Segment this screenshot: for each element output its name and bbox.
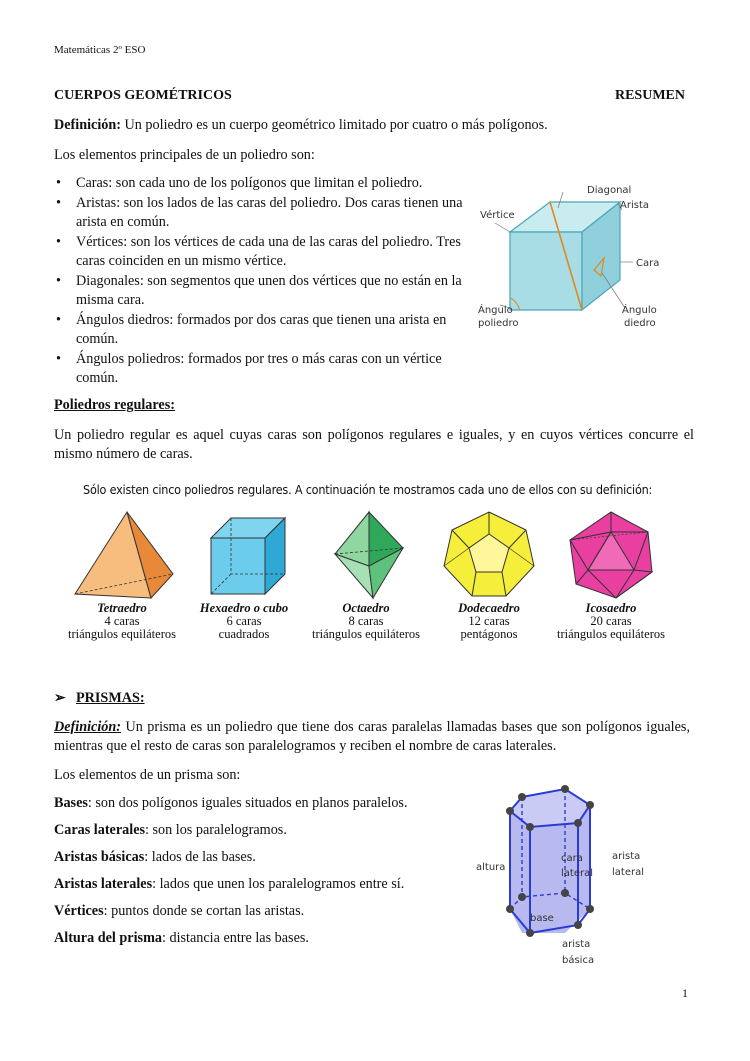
label-cara: cara [561,853,583,864]
solid-name: Dodecaedro [458,601,520,615]
definition-label: Definición: [54,117,121,133]
solid-count: 8 caras [348,614,384,628]
arrow-bullet-icon: ➢ [54,690,66,706]
solid-shape: triángulos equiláteros [312,627,420,641]
page-number: 1 [682,986,688,1000]
prism-elements-lead: Los elementos de un prisma son: [54,767,241,783]
definition-text: Un poliedro es un cuerpo geométrico limitado por cuatro o más polígonos. [121,117,548,133]
solid-name: Octaedro [342,601,390,615]
label-arista-lateral-2: lateral [612,867,644,878]
solid-shape: triángulos equiláteros [68,627,176,641]
solid-name: Tetraedro [97,601,147,615]
cube-elements-figure [470,180,690,340]
dodecahedron-icon [434,508,544,600]
solid-shape: pentágonos [460,627,518,641]
label-angulo-poliedro-2: poliedro [478,318,519,329]
solid-count: 4 caras [104,614,140,628]
solid-icosahedron [546,508,676,641]
bullet-icon: • [56,312,61,328]
prism-elements-figure [470,785,660,970]
bullet-icon: • [56,234,61,250]
label-arista-basica-2: básica [562,955,595,966]
course-header: Matemáticas 2º ESO [54,44,146,56]
solid-name: Hexaedro o cubo [199,601,289,615]
label-diagonal: Diagonal [587,185,632,196]
list-item: Altura del prisma: distancia entre las bases. [54,930,309,946]
list-item: • Aristas: son los lados de las caras del poliedro. Dos caras tienen una arista en común. [56,195,463,230]
list-item: • Diagonales: son segmentos que unen dos vértices que no están en la misma cara. [56,273,462,308]
label-cara: Cara [636,258,660,269]
solid-count: 12 caras [468,614,510,628]
regular-polyhedra-heading: Poliedros regulares: [54,397,175,413]
summary-label: RESUMEN [614,88,685,103]
regular-polyhedra-definition: Un poliedro regular es aquel cuyas caras son polígonos regulares e iguales, y en cuyos vértices concurre el mismo número de caras. [54,427,694,462]
prisms-heading: ➢ PRISMAS: [54,690,145,706]
list-item: Aristas básicas: lados de las bases. [54,849,256,865]
solid-shape: triángulos equiláteros [557,627,665,641]
label-angulo-diedro-2: diedro [624,318,656,329]
polyhedron-definition [54,116,694,135]
label-angulo-diedro-1: Ángulo [622,305,657,316]
list-item: • Ángulos poliedros: formados por tres o más caras con un vértice común. [56,351,442,386]
cube-icon [189,508,299,600]
solid-dodecahedron [424,508,554,641]
solid-name: Icosaedro [585,601,637,615]
elements-list [54,174,464,389]
elements-lead: Los elementos principales de un poliedro son: [54,147,315,163]
label-angulo-poliedro-1: Ángulo [478,305,513,316]
list-item: • Ángulos diedros: formados por dos caras que tienen una arista en común. [56,312,447,347]
solid-octahedron [301,508,431,641]
octahedron-icon [311,508,421,600]
solid-cube [179,508,309,641]
solid-count: 6 caras [226,614,262,628]
solid-tetrahedron [57,508,187,641]
tetrahedron-icon [67,508,177,600]
list-item: Caras laterales: son los paralelogramos. [54,822,287,838]
icosahedron-icon [556,508,666,600]
bullet-icon: • [56,351,61,367]
list-item: • Caras: son cada uno de los polígonos que limitan el poliedro. [56,175,423,191]
list-item: Bases: son dos polígonos iguales situados en planos paralelos. [54,795,408,811]
page-title: CUERPOS GEOMÉTRICOS [54,88,232,103]
five-solids-intro: Sólo existen cinco poliedros regulares. A continuación te mostramos cada uno de ellos con su definición: [83,482,653,497]
list-item: Vértices: puntos donde se cortan las aristas. [54,903,305,919]
solid-count: 20 caras [590,614,632,628]
bullet-icon: • [56,195,61,211]
label-arista-lateral-1: arista [612,851,641,862]
label-arista: Arista [620,200,649,211]
label-base: base [530,913,554,924]
label-altura: altura [476,862,506,873]
label-vertice: Vértice [480,210,515,221]
label-cara-lateral: lateral [561,868,593,879]
bullet-icon: • [56,273,61,289]
list-item: Aristas laterales: lados que unen los paralelogramos entre sí. [54,876,405,892]
solid-shape: cuadrados [218,627,270,641]
bullet-icon: • [56,175,61,191]
prism-definition: Definición: Un prisma es un poliedro que tiene dos caras paralelas llamadas bases que son polígonos iguales, mientras que el resto de caras son paralelogramos y reciben el nombre de caras laterales. [54,719,690,754]
list-item: • Vértices: son los vértices de cada una de las caras del poliedro. Tres caras coinciden en un mismo vértice. [56,234,461,269]
label-arista-basica-1: arista [562,939,591,950]
